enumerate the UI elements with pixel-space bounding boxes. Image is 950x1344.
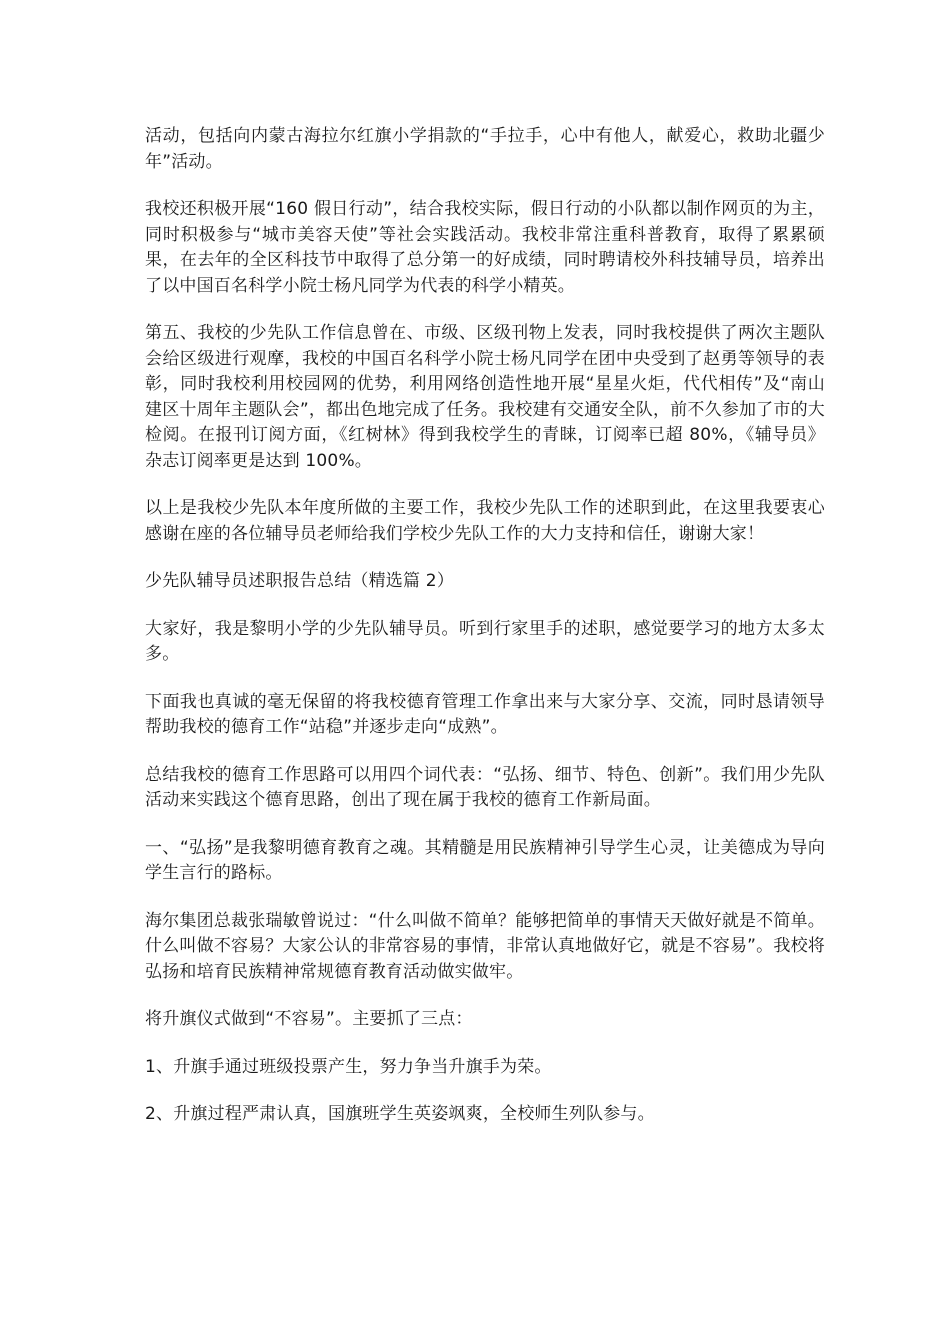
paragraph-10: 将升旗仪式做到“不容易”。主要抓了三点： — [145, 1009, 473, 1029]
document-page — [145, 124, 825, 1150]
list-item-1: 1、升旗手通过班级投票产生，努力争当升旗手为荣。 — [145, 1056, 552, 1077]
paragraph-1: 活动，包括向内蒙古海拉尔红旗小学捐款的“手拉手，心中有他人，献爱心，救助北疆少年”活动。 — [145, 126, 825, 172]
paragraph-7: 总结我校的德育工作思路可以用四个词代表：“弘扬、细节、特色、创新”。我们用少先队活动来实践这个德育思路，创出了现在属于我校的德育工作新局面。 — [145, 764, 825, 810]
paragraph-3: 第五、我校的少先队工作信息曾在、市级、区级刊物上发表，同时我校提供了两次主题队会给区级进行观摩，我校的中国百名科学小院士杨凡同学在团中央受到了赵勇等领导的表彰，同时我校利用校园网的优势，利用网络创造性地开展“星星火炬，代代相传”及“南山建区十周年主题队会”，都出色地完成了任务。我校建有交通安全队，前不久参加了市的大检阅。在报刊订阅方面，《红树林》得到我校学生的青睐，订阅率已超 80%，《辅导员》杂志订阅率更是达到 100%。 — [145, 323, 825, 471]
paragraph-5: 大家好，我是黎明小学的少先队辅导员。听到行家里手的述职，感觉要学习的地方太多太多。 — [145, 618, 825, 664]
paragraph-9: 海尔集团总裁张瑞敏曾说过：“什么叫做不简单？能够把简单的事情天天做好就是不简单。什么叫做不容易？大家公认的非常容易的事情，非常认真地做好它，就是不容易”。我校将弘扬和培育民族精神常规德育教育活动做实做牢。 — [145, 910, 825, 982]
paragraph-4: 以上是我校少先队本年度所做的主要工作，我校少先队工作的述职到此，在这里我要衷心感谢在座的各位辅导员老师给我们学校少先队工作的大力支持和信任，谢谢大家！ — [145, 498, 825, 544]
paragraph-2: 我校还积极开展“160 假日行动”，结合我校实际，假日行动的小队都以制作网页的为主，同时积极参与“城市美容天使”等社会实践活动。我校非常注重科普教育，取得了累累硕果，在去年的全区科技节中取得了总分第一的好成绩，同时聘请校外科技辅导员，培养出了以中国百名科学小院士杨凡同学为代表的科学小精英。 — [145, 199, 825, 296]
paragraph-8: 一、“弘扬”是我黎明德育教育之魂。其精髓是用民族精神引导学生心灵，让美德成为导向学生言行的路标。 — [145, 837, 825, 883]
section-heading: 少先队辅导员述职报告总结（精选篇 2） — [145, 571, 455, 591]
list-item-2: 2、升旗过程严肃认真，国旗班学生英姿飒爽，全校师生列队参与。 — [145, 1104, 655, 1124]
paragraph-6: 下面我也真诚的毫无保留的将我校德育管理工作拿出来与大家分享、交流，同时恳请领导帮助我校的德育工作“站稳”并逐步走向“成熟”。 — [145, 691, 825, 737]
